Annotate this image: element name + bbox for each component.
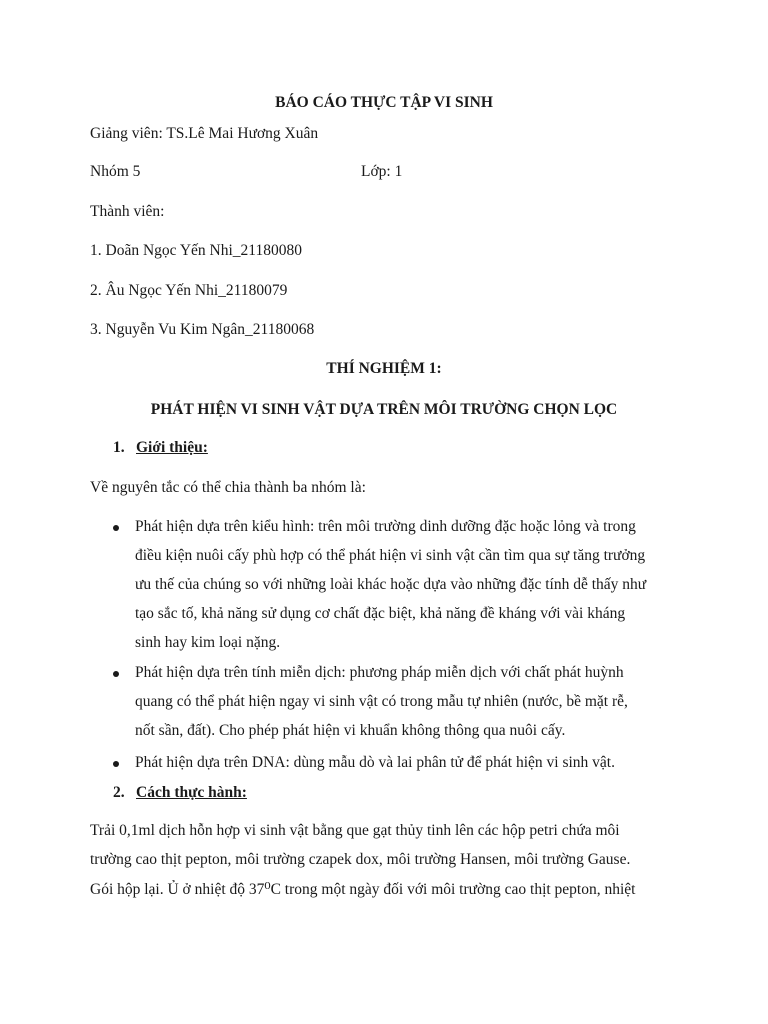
report-title: BÁO CÁO THỰC TẬP VI SINH bbox=[275, 94, 493, 111]
paragraph-line: Gói hộp lại. Ủ ở nhiệt độ 37⁰C trong một ngày đối với môi trường cao thịt pepton, nhiệt bbox=[90, 881, 636, 898]
bullet-icon bbox=[113, 671, 119, 677]
member-item: 1. Doãn Ngọc Yến Nhi_21180080 bbox=[90, 242, 302, 259]
bullet-icon bbox=[113, 761, 119, 767]
bullet-icon bbox=[113, 525, 119, 531]
paragraph-line: trường cao thịt pepton, môi trường czapek dox, môi trường Hansen, môi trường Gause. bbox=[90, 851, 631, 868]
bullet-line: quang có thể phát hiện ngay vi sinh vật có trong mẫu tự nhiên (nước, bề mặt rễ, bbox=[135, 693, 628, 710]
member-item: 3. Nguyễn Vu Kim Ngân_21180068 bbox=[90, 321, 315, 338]
bullet-line: sinh hay kim loại nặng. bbox=[135, 634, 281, 651]
bullet-line: tạo sắc tố, khả năng sử dụng cơ chất đặc biệt, khả năng đề kháng với vài kháng bbox=[135, 605, 626, 622]
bullet-line: ưu thế của chúng so với những loài khác hoặc dựa vào những đặc tính dễ thấy như bbox=[135, 576, 647, 593]
paragraph-line: Trải 0,1ml dịch hỗn hợp vi sinh vật bằng que gạt thủy tinh lên các hộp petri chứa môi bbox=[90, 822, 620, 839]
class-label: Lớp: 1 bbox=[361, 163, 403, 180]
section-number: 1. bbox=[113, 439, 125, 456]
bullet-line: nốt sần, đất). Cho phép phát hiện vi khuẩn không thông qua nuôi cấy. bbox=[135, 722, 566, 739]
section-intro: Về nguyên tắc có thể chia thành ba nhóm là: bbox=[90, 479, 366, 496]
section-title: Cách thực hành: bbox=[136, 784, 247, 801]
group-label: Nhóm 5 bbox=[90, 163, 141, 180]
bullet-line: Phát hiện dựa trên DNA: dùng mẫu dò và lai phân tử để phát hiện vi sinh vật. bbox=[135, 754, 615, 771]
experiment-subheading: PHÁT HIỆN VI SINH VẬT DỰA TRÊN MÔI TRƯỜNG CHỌN LỌC bbox=[150, 401, 618, 418]
members-label: Thành viên: bbox=[90, 203, 165, 220]
lecturer-line: Giảng viên: TS.Lê Mai Hương Xuân bbox=[90, 125, 319, 142]
bullet-line: điều kiện nuôi cấy phù hợp có thể phát hiện vi sinh vật cần tìm qua sự tăng trưởng bbox=[135, 547, 646, 564]
experiment-heading: THÍ NGHIỆM 1: bbox=[326, 360, 442, 377]
bullet-line: Phát hiện dựa trên kiểu hình: trên môi trường dinh dưỡng đặc hoặc lỏng và trong bbox=[135, 518, 636, 535]
member-item: 2. Âu Ngọc Yến Nhi_21180079 bbox=[90, 282, 288, 299]
section-title: Giới thiệu: bbox=[136, 439, 208, 456]
section-number: 2. bbox=[113, 784, 125, 801]
bullet-line: Phát hiện dựa trên tính miễn dịch: phương pháp miễn dịch với chất phát huỳnh bbox=[135, 664, 624, 681]
